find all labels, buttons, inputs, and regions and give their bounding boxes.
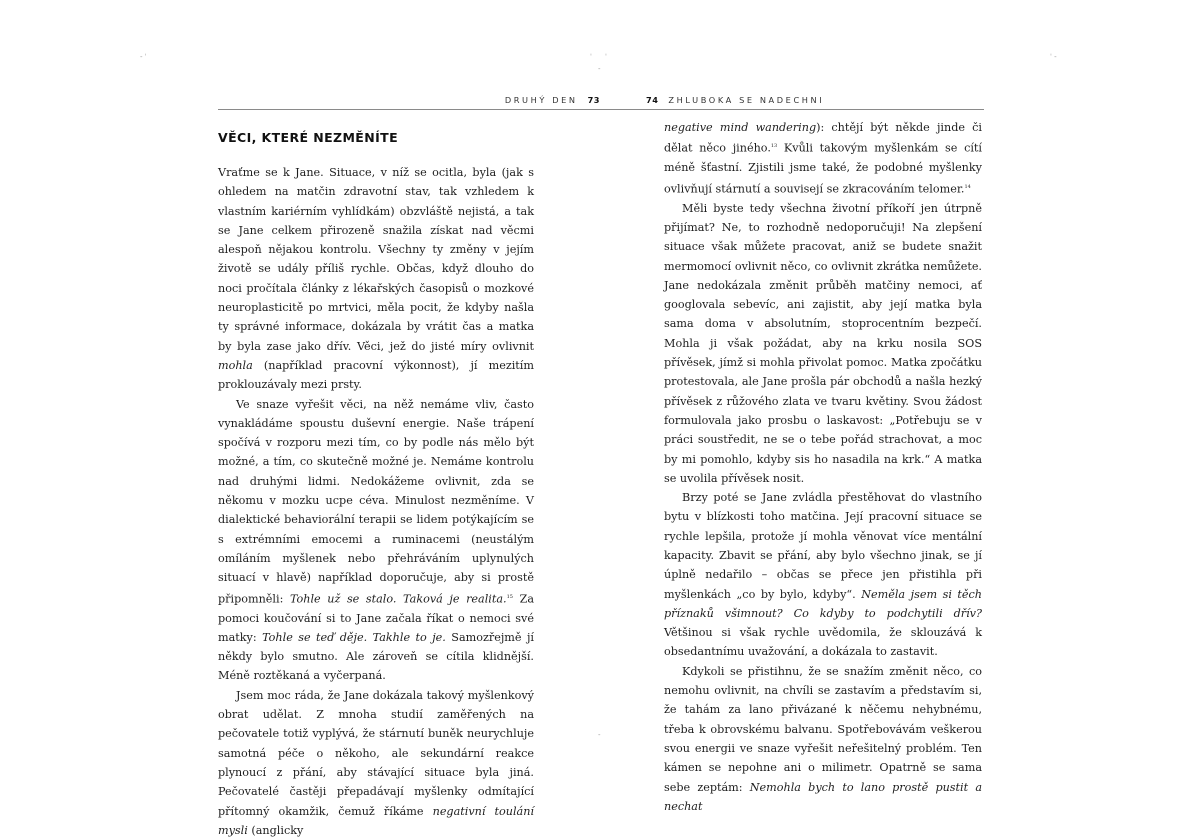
paragraph — [218, 395, 534, 686]
italic-text: Tohle se teď děje. Takhle to je. — [262, 630, 446, 644]
paragraph — [218, 163, 534, 395]
page-number: 74 — [646, 95, 659, 105]
paragraph — [664, 662, 982, 816]
running-head-title: DRUHÝ DEN — [504, 95, 578, 105]
paragraph — [664, 199, 982, 488]
footnote-ref: 13 — [770, 143, 778, 150]
italic-text: Nemohla bych to lano prostě pustit a nechat — [664, 780, 982, 813]
running-head-right — [598, 92, 984, 110]
italic-text: negativní toulání mysli — [218, 804, 534, 837]
text-run: Ve snaze vyřešit věci, na něž nemáme vliv, často vynakládáme spoustu duševní energie. Naše trápení spočívá v rozporu mezi tím, co by podle nás mělo být možné, a tím, co skutečně možné je. Nemáme kontrolu nad druhými lidmi. Nedokážeme ovlivnit, zda se někomu v mozku ucpe céva. Minulost nezměníme. V dialektické behaviorální terapii se lidem potýkajícím se s extrémními emocemi a ruminacemi (neustálým omíláním myšlenek nebo přehráváním uplynulých situací v hlavě) například doporučuje, aby si prostě připomněli: — [218, 397, 534, 606]
crop-mark: - — [598, 65, 601, 73]
page-number: 73 — [587, 95, 600, 105]
text-run: Většinou si však rychle uvědomila, že sklouzává k obsedantnímu uvažování, a dokázala to zastavit. — [664, 626, 982, 659]
running-head-title: ZHLUBOKA SE NADECHNI — [668, 95, 825, 105]
crop-mark: - ˈ — [140, 53, 147, 61]
right-page — [598, 92, 984, 816]
italic-text: Tohle už se stalo. Taková je realita. — [289, 592, 507, 606]
text-run: Měli byste tedy všechna životní příkoří jen útrpně přijímat? Ne, to rozhodně nedoporučuji! Na zlepšení situace však můžete pracovat, aniž se budete snažit mermomocí ovlivnit něco, co ovlivnit zkrátka nemůžete. Jane nedokázala změnit průběh matčiny nemoci, ať googlovala sebevíc, ani zajistit, aby její matka byla sama doma v absolutním, stoprocentním bezpečí. Mohla ji však požádat, aby na krku nosila SOS přívěsek, jímž si mohla přivolat pomoc. Matka zpočátku protestovala, ale Jane prošla pár obchodů a našla hezký přívěsek z růžového zlata ve tvaru květiny. Svou žádost formulovala jako prosbu o laskavost: „Potřebuju se v práci soustředit, ne se o tebe pořád strachovat, a moc by mi pomohlo, kdyby sis ho nasadila na krk.“ A matka se uvolila přívěsek nosit. — [664, 201, 982, 485]
running-head-left — [218, 92, 600, 110]
text-run: Samozřejmě jí někdy bylo smutno. Ale zároveň se cítila klidnější. Méně roztěkaná a vyčerpaná. — [218, 630, 535, 683]
paragraph — [218, 686, 534, 840]
left-body — [218, 163, 534, 840]
crop-mark: ˈ — [605, 53, 607, 61]
crop-mark: ˈ — [590, 53, 592, 61]
text-run: ): chtějí být někde jinde či dělat něco jiného. — [664, 121, 982, 156]
text-run: (například pracovní výkonnost), jí mezitím proklouzávaly mezi prsty. — [218, 358, 534, 392]
italic-text: Neměla jsem si těch příznaků všimnout? Co kdyby to podchytili dřív? — [664, 587, 982, 620]
text-run: Brzy poté se Jane zvládla přestěhovat do vlastního bytu v blízkosti toho matčina. Její pracovní situace se rychle lepšila, protože jí mohla věnovat více mentální kapacity. Zbavit se přání, aby bylo všechno jinak, se jí úplně nedařilo – občas se přece jen přistihla při myšlenkách „co by bylo, kdyby“. — [664, 491, 982, 601]
section-title: VĚCI, KTERÉ NEZMĚNÍTE — [218, 130, 399, 145]
italic-text: mohla — [218, 358, 253, 372]
text-run: Za pomoci koučování si to Jane začala říkat o nemoci své matky: — [218, 592, 535, 644]
footnote-ref: 14 — [964, 183, 971, 190]
footnote-ref: 15 — [506, 593, 513, 600]
text-run: Jsem moc ráda, že Jane dokázala takový myšlenkový obrat udělat. Z mnoha studií zaměřených na pečovatele totiž vyplývá, že stárnutí buněk neurychluje samotná péče o někoho, ale sekundární reakce plynoucí z přání, aby stávající situace byla jiná. Pečovatelé častěji přepadávají myšlenky odmítající přítomný okamžik, čemuž říkáme — [218, 688, 534, 818]
text-run: Kdykoli se přistihnu, že se snažím změnit něco, co nemohu ovlivnit, na chvíli se zastavím a představím si, že tahám za lano přivázané k něčemu nehybnému, třeba k obrovskému balvanu. Spotřebovávám veškerou svou energii ve snaze vyřešit neřešitelný problém. Ten kámen se nepohne ani o milimetr. Opatrně se sama sebe zeptám: — [664, 664, 982, 794]
text-run: Vraťme se k Jane. Situace, v níž se ocitla, byla (jak s ohledem na matčin zdravotní stav, tak vzhledem k vlastním kariérním vyhlídkám) obzvláště nejistá, a tak se Jane celkem přirozeně snažila získat nad věcmi alespoň nějakou kontrolu. Všechny ty změny v jejím životě se udály příliš rychle. Občas, když dlouho do noci pročítala články z lékařských časopisů o mozkové neuroplasticitě po mrtvici, měla pocit, že kdyby našla ty správné informace, dokázala by vrátit čas a matka by byla zase jako dřív. Věci, jež do jisté míry ovlivnit — [218, 166, 534, 353]
left-page — [218, 92, 600, 840]
text-run: Kvůli takovým myšlenkám se cítí méně šťastní. Zjistili jsme také, že podobné myšlenky ovlivňují stárnutí a souvisejí se zkracováním telomer. — [664, 142, 982, 196]
paragraph — [664, 488, 982, 662]
right-body — [664, 118, 982, 816]
paragraph — [664, 118, 982, 199]
crop-mark: ˈ - — [1050, 53, 1057, 61]
text-run: (anglicky — [247, 823, 304, 837]
italic-text: negative mind wandering — [664, 121, 817, 134]
crop-mark: - — [598, 731, 601, 739]
